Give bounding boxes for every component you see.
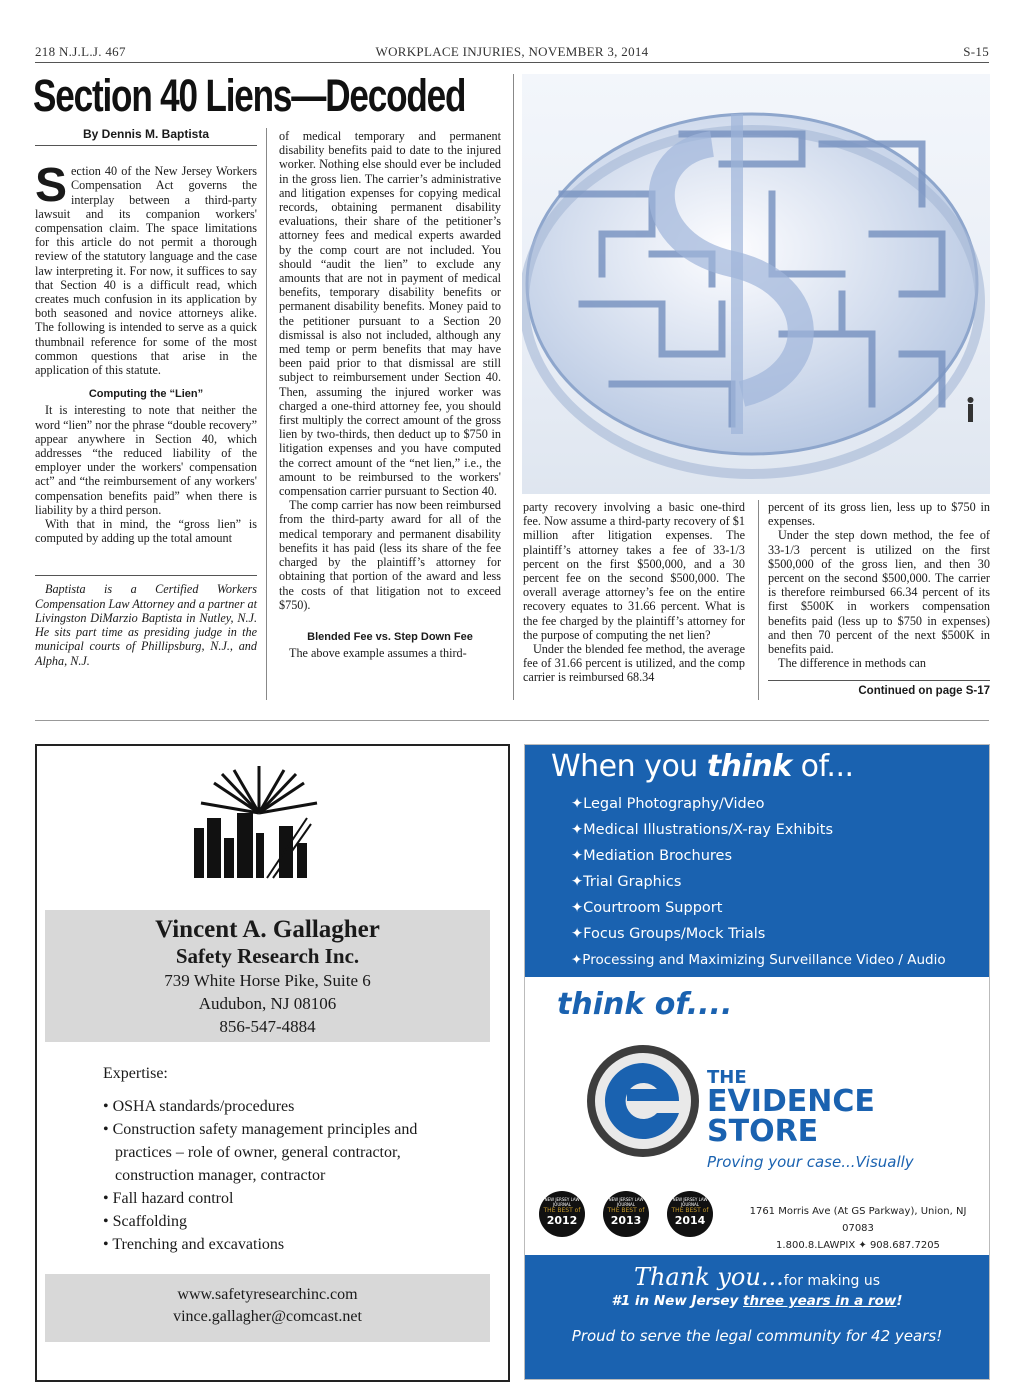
article-paragraph: The difference in methods can [778, 656, 926, 671]
ad-separator [35, 720, 989, 721]
subhead-blended-fee: Blended Fee vs. Step Down Fee [307, 630, 473, 643]
article-column-3 [523, 500, 745, 685]
email-link[interactable]: vince.gallagher@comcast.net [173, 1308, 362, 1325]
expertise-item-cont: construction manager, contractor [115, 1167, 326, 1184]
website-link[interactable]: www.safetyresearchinc.com [177, 1286, 358, 1303]
city-line: Audubon, NJ 08106 [198, 994, 337, 1013]
article-paragraph: The above example assumes a third- [289, 646, 467, 661]
expertise-label: Expertise: [103, 1065, 168, 1082]
article-title: Section 40 Liens—Decoded [33, 70, 466, 121]
store-address: 1761 Morris Ave (At GS Parkway), Union, NJ 07083 [749, 1206, 967, 1234]
header-rule [35, 62, 989, 63]
proud-line: Proud to serve the legal community for 42 years! [571, 1327, 943, 1345]
article-column-4 [768, 500, 990, 699]
column-divider [266, 128, 267, 700]
dollar-maze-illustration [522, 74, 990, 494]
city-skyline-logo [189, 758, 329, 888]
ranking-line: #1 in New Jersey three years in a row! [611, 1293, 903, 1309]
services-list [571, 791, 946, 973]
expertise-item: • OSHA standards/procedures [103, 1098, 295, 1115]
article-paragraph: It is interesting to note that neither the word “lien” nor the phrase “double recovery” appear anywhere in Section 40, which addresses “the reduced liability of the employer under the workers' compensation act” and “the reimbursement of any workers' compensation benefits paid” when there is liability by a third person. [35, 403, 257, 517]
services-panel [525, 745, 989, 977]
article-paragraph: Section 40 of the New Jersey Workers Compensation Act governs the interplay between a third-party lawsuit and its companion workers' compensation claim. The space limitations for this article do not permit a thorough review of the statutory language and the case law interpreting it. For now, it suffices to say that Section 40 is a difficult read, which creates much confusion in its application by both seasoned and novice attorneys alike. The following is intended to serve as a quick thumbnail reference for some of the most common questions that arise in the application of this statute. [35, 159, 257, 378]
service-item: ✦Focus Groups/Mock Trials [571, 926, 766, 942]
expertise-list [103, 1062, 493, 1256]
evidence-store-ad [524, 744, 990, 1380]
article-paragraph: The comp carrier has now been reimbursed from the third-party award for all of the medical temporary and permanent disability benefits it has paid (less its share of the fee charged by the plaintiff’s attorney for obtaining that portion of the award and less the costs of that litigation not to exceed $750). [279, 498, 501, 612]
article-paragraph: Under the blended fee method, the average fee of 31.66 percent is utilized, and the comp carrier is reimbursed 68.34 [523, 642, 745, 685]
column-divider [513, 74, 514, 700]
web-panel [45, 1274, 490, 1342]
best-of-badge-2014: NEW JERSEY LAW JOURNAL THE BEST of 2014 [667, 1191, 713, 1237]
thank-you-panel [525, 1255, 989, 1379]
expertise-item: • Construction safety management principles and [103, 1121, 418, 1138]
dollar-maze-photo [522, 74, 990, 494]
headline: When you think of... [551, 749, 854, 784]
continued-note: Continued on page S-17 [858, 685, 990, 698]
article-paragraph: percent of its gross lien, less up to $750 in expenses. [768, 500, 990, 529]
best-of-badge-2012: NEW JERSEY LAW JOURNAL THE BEST of 2012 [539, 1191, 585, 1237]
article-paragraph: Under the step down method, the fee of 33-1/3 percent is utilized on the first $500,000 of the gross lien, and then 30 percent on the second $500,000. The carrier is therefore reimbursed 66.34 percent of its first $500K in workers compensation benefits paid (less up to $750 in expenses) and then 70 percent of the next $500K in benefits paid. [768, 528, 990, 657]
contact-panel [45, 910, 490, 1042]
article-paragraph: With that in mind, the “gross lien” is computed by adding up the total amount [35, 517, 257, 546]
column-divider [758, 500, 759, 700]
address-line: 739 White Horse Pike, Suite 6 [164, 971, 371, 990]
page-citation: 218 N.J.L.J. 467 [35, 44, 126, 59]
best-of-badge-2013: NEW JERSEY LAW JOURNAL THE BEST of 2013 [603, 1191, 649, 1237]
expertise-item-cont: practices – role of owner, general contractor, [115, 1144, 401, 1161]
company-name: Safety Research Inc. [175, 944, 360, 968]
tagline: Proving your case...Visually [707, 1153, 914, 1171]
phone-number: 856-547-4884 [219, 1017, 316, 1036]
bio-rule [35, 575, 257, 576]
service-item: ✦Legal Photography/Video [571, 796, 765, 812]
page-number: S-15 [963, 44, 989, 59]
evidence-store-logo-icon [583, 1041, 703, 1161]
continued-rule [768, 680, 990, 681]
service-item: ✦Mediation Brochures [571, 848, 733, 864]
service-item: ✦Trial Graphics [571, 874, 682, 890]
byline-rule [35, 145, 257, 146]
drop-cap: S [35, 159, 68, 213]
safety-research-ad [35, 744, 510, 1382]
subhead-computing-lien: Computing the “Lien” [88, 388, 204, 401]
expertise-item: • Scaffolding [103, 1213, 187, 1230]
service-item: ✦Processing and Maximizing Surveillance Video / Audio [571, 952, 946, 968]
article-paragraph: party recovery involving a basic one-third fee. Now assume a third-party recovery of $1 million after litigation expenses. The plaintiff’s attorney takes a fee of 33-1/3 percent on the first $500,000, and a 30 percent fee on the second $500,000. The overall average attorney’s fee on the entire recovery equates to 31.66 percent. What is the fee charged by the plaintiff’s attorney for the purpose of computing the net lien? [523, 500, 745, 642]
byline: By Dennis M. Baptista [82, 127, 210, 141]
article-column-1 [35, 127, 257, 668]
article-paragraph: of medical temporary and permanent disability benefits paid to date to the injured worker. Nothing else should ever be included in the gross lien. The carrier’s administrative and litigation expenses for copying medical records, obtaining permanent disability evaluations, their share of the petitioner’s attorney fees and medical experts awarded by the comp court are not included. You should “audit the lien” to exclude any amounts that are not in payment of medical benefits, temporary disability benefits or permanent disability benefits. Money paid to the petitioner pursuant to a Section 20 dismissal is also not included, although any med temp or perm benefits that may have been paid prior to that dismissal are still subject to reimbursement under Section 40. Then, assuming the injured worker was charged a one-third attorney fee, you should first multiply the correct amount of the gross lien by two-thirds, then deduct up to $750 in litigation expenses and you have computed the correct amount of the “net lien,” i.e., the amount to be reimbursed to the workers' compensation carrier pursuant to Section 40. [279, 129, 501, 499]
author-bio: Baptista is a Certified Workers Compensation Law Attorney and a partner at Livingston DiMarzio Baptista in Nutley, N.J. He sits part time as presiding judge in the municipal courts of Phillipsburg, N.J., and Alpha, N.J. [35, 582, 257, 668]
brand-name: THE EVIDENCE STORE [707, 1067, 875, 1149]
thank-you-line: Thank you...for making us [633, 1263, 881, 1291]
article-column-2 [279, 129, 501, 660]
expertise-item: • Fall hazard control [103, 1190, 234, 1207]
service-item: ✦Courtroom Support [571, 900, 723, 916]
store-phone: 1.800.8.LAWPIX ✦ 908.687.7205 [776, 1240, 940, 1251]
expertise-item: • Trenching and excavations [103, 1236, 285, 1253]
section-date: WORKPLACE INJURIES, NOVEMBER 3, 2014 [375, 44, 649, 59]
service-item: ✦Medical Illustrations/X-ray Exhibits [571, 822, 834, 838]
contact-name: Vincent A. Gallagher [155, 916, 380, 943]
think-of-heading: think of.... [557, 987, 733, 1022]
